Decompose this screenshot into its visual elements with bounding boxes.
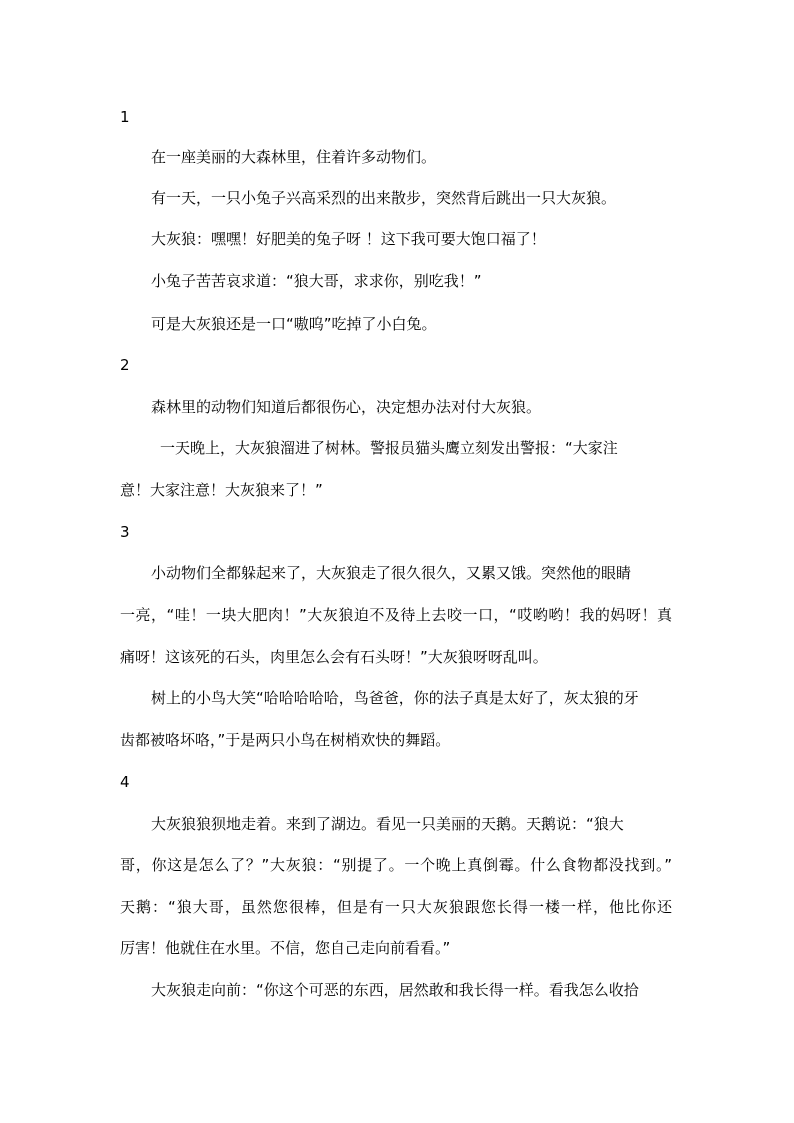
paragraph-line: 可是大灰狼还是一口“嗷呜”吃掉了小白兔。: [151, 315, 437, 333]
paragraph-line: 痛呀！这该死的石头，肉里怎么会有石头呀！”大灰狼呀呀乱叫。: [120, 648, 548, 666]
paragraph-line: 一天晚上，大灰狼溜进了树林。警报员猫头鹰立刻发出警报：“大家注: [160, 439, 618, 457]
paragraph-line: 小兔子苦苦哀求道：“狼大哥，求求你，别吃我！”: [151, 272, 482, 290]
paragraph-line: 意！大家注意！大灰狼来了！”: [120, 481, 323, 499]
paragraph-line: 小动物们全都躲起来了，大灰狼走了很久很久，又累又饿。突然他的眼睛: [151, 564, 632, 582]
paragraph-line: 在一座美丽的大森林里，住着许多动物们。: [151, 148, 437, 166]
paragraph-line: 大灰狼狼狈地走着。来到了湖边。看见一只美丽的天鹅。天鹅说：“狼大: [151, 815, 624, 833]
paragraph-line: 齿都被咯坏咯，”于是两只小鸟在树梢欢快的舞蹈。: [120, 731, 451, 749]
paragraph-line: 大灰狼：嘿嘿！好肥美的兔子呀 ！这下我可要大饱口福了！: [151, 230, 546, 248]
section-number: 4: [120, 773, 130, 791]
paragraph-line: 天鹅：“狼大哥，虽然您很棒，但是有一只大灰狼跟您长得一楼一样，他比你还: [120, 898, 672, 916]
paragraph-line: 树上的小鸟大笑“哈哈哈哈哈，鸟爸爸，你的法子真是太好了，灰太狼的牙: [151, 689, 639, 707]
paragraph-line: 大灰狼走向前：“你这个可恶的东西，居然敢和我长得一样。看我怎么收拾: [151, 981, 639, 999]
paragraph-line: 有一天，一只小兔子兴高采烈的出来散步，突然背后跳出一只大灰狼。: [151, 189, 617, 207]
section-number: 1: [120, 108, 130, 126]
paragraph-line: 厉害！他就住在水里。不信，您自己走向前看看。”: [120, 939, 451, 957]
paragraph-line: 一亮，“哇！一块大肥肉！”大灰狼迫不及待上去咬一口，“哎哟哟！我的妈呀！真: [120, 606, 672, 624]
section-number: 2: [120, 356, 130, 374]
section-number: 3: [120, 523, 130, 541]
paragraph-line: 森林里的动物们知道后都很伤心，决定想办法对付大灰狼。: [151, 398, 542, 416]
paragraph-line: 哥，你这是怎么了？”大灰狼：“别提了。一个晚上真倒霉。什么食物都没找到。”: [120, 856, 672, 874]
